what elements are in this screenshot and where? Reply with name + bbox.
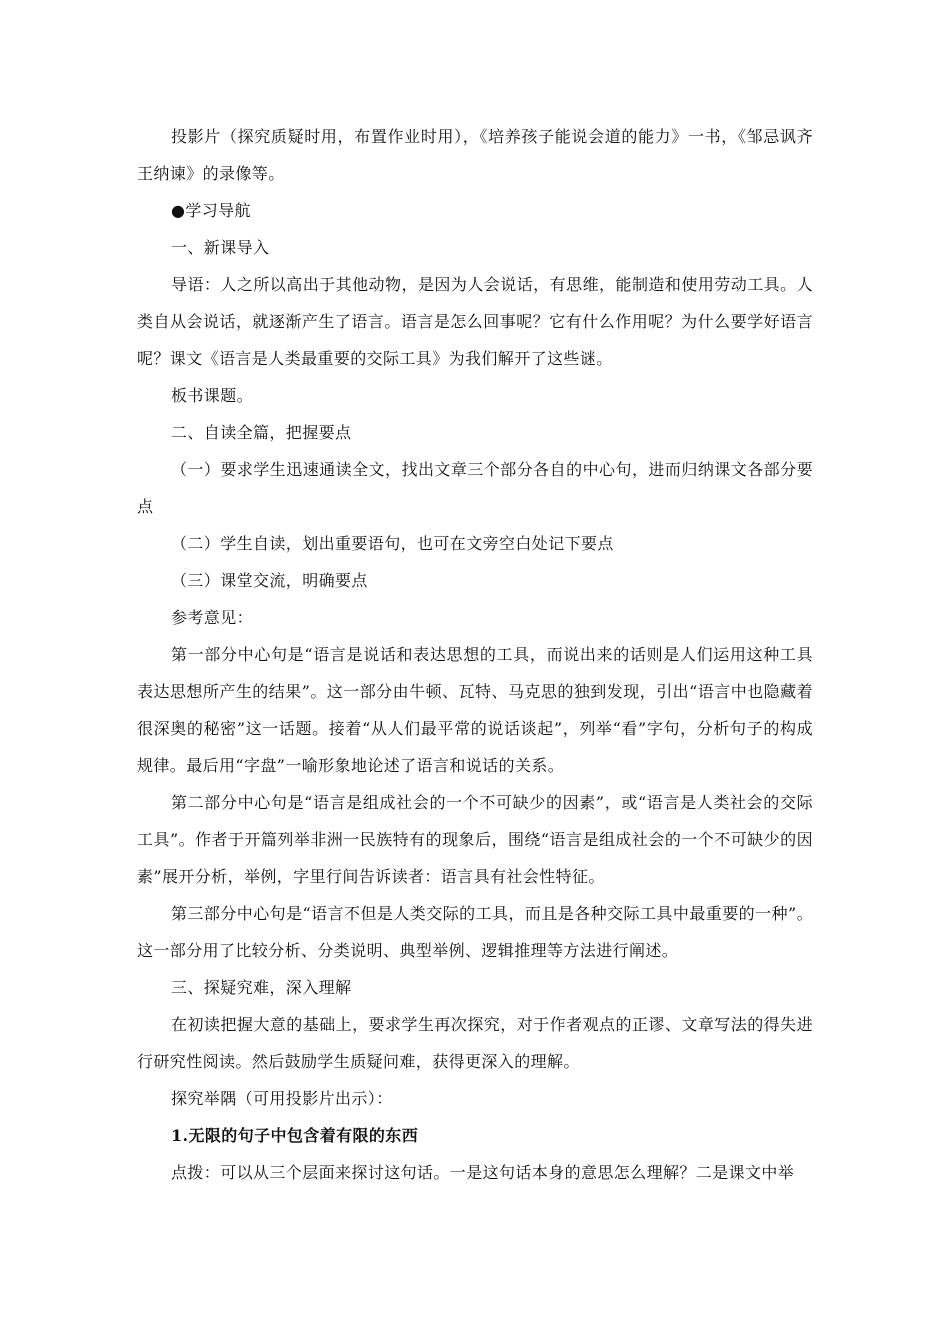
section-heading-3: 三、探疑究难，深入理解 (171, 978, 352, 997)
paragraph-step-3: （三）课堂交流，明确要点 (171, 571, 368, 590)
paragraph-deep-reading: 在初读把握大意的基础上，要求学生再次探究，对于作者观点的正谬、文章写法的得失进行研究性阅读。然后鼓励学生质疑问难，获得更深入的理解。 (137, 1015, 813, 1071)
paragraph-step-2: （二）学生自读，划出重要语句，也可在文旁空白处记下要点 (171, 534, 614, 553)
paragraph-materials: 投影片（探究质疑时用，布置作业时用），《培养孩子能说会道的能力》一书，《邹忌讽齐王纳谏》的录像等。 (137, 127, 813, 183)
paragraph-part-one: 第一部分中心句是“语言是说话和表达思想的工具，而说出来的话则是人们运用这种工具表达思想所产生的结果”。这一部分由牛顿、瓦特、马克思的独到发现，引出“语言中也隐藏着很深奥的秘密”这一话题。接着“从人们最平常的说话谈起”，列举“看”字句，分析句子的构成规律。最后用“字盘”一喻形象地论述了语言和说话的关系。 (137, 645, 813, 775)
paragraph-introduction: 导语：人之所以高出于其他动物，是因为人会说话，有思维，能制造和使用劳动工具。人类自从会说话，就逐渐产生了语言。语言是怎么回事呢？它有什么作用呢？为什么要学好语言呢？课文《语言是人类最重要的交际工具》为我们解开了这些谜。 (137, 275, 813, 368)
paragraph-step-1: （一）要求学生迅速通读全文，找出文章三个部分各自的中心句，进而归纳课文各部分要点 (137, 460, 813, 516)
document-body (137, 118, 813, 1191)
heading-learning-guide: ●学习导航 (171, 201, 251, 220)
section-heading-1: 一、新课导入 (171, 238, 270, 257)
paragraph-topic-1: 1.无限的句子中包含着有限的东西 (171, 1126, 419, 1145)
paragraph-exploration-label: 探究举隅（可用投影片出示）： (171, 1089, 393, 1108)
section-heading-2: 二、自读全篇，把握要点 (171, 423, 352, 442)
paragraph-part-two: 第二部分中心句是“语言是组成社会的一个不可缺少的因素”，或“语言是人类社会的交际工具”。作者于开篇列举非洲一民族特有的现象后，围绕“语言是组成社会的一个不可缺少的因素”展开分析，举例，字里行间告诉读者：语言具有社会性特征。 (137, 793, 813, 886)
paragraph-hint: 点拨：可以从三个层面来探讨这句话。一是这句话本身的意思怎么理解？二是课文中举 (171, 1163, 795, 1182)
paragraph-board-title: 板书课题。 (171, 386, 254, 405)
paragraph-reference-label: 参考意见： (171, 608, 254, 627)
paragraph-part-three: 第三部分中心句是“语言不但是人类交际的工具，而且是各种交际工具中最重要的一种”。这一部分用了比较分析、分类说明、典型举例、逻辑推理等方法进行阐述。 (137, 904, 813, 960)
